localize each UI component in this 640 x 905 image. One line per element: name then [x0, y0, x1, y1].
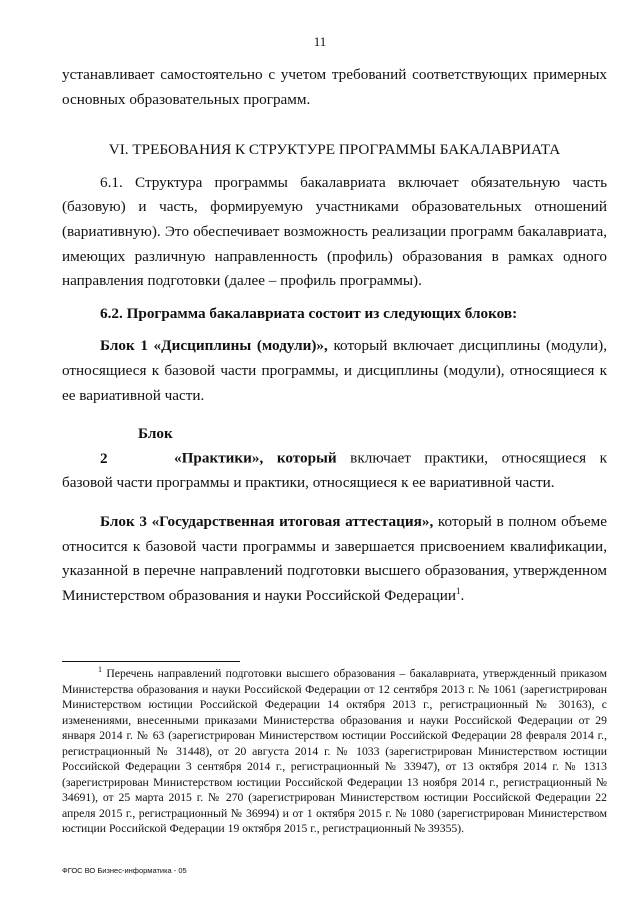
- block-3-paragraph: [62, 510, 607, 608]
- block-3-title: Блок 3 «Государственная итоговая аттестация»,: [100, 512, 434, 530]
- section-heading: VI. ТРЕБОВАНИЯ К СТРУКТУРЕ ПРОГРАММЫ БАКАЛАВРИАТА: [108, 141, 561, 159]
- block-2-title: «Практики», который: [174, 449, 337, 467]
- block-1-paragraph: [62, 334, 607, 408]
- paragraph-6-1: 6.1. Структура программы бакалавриата включает обязательную часть (базовую) и часть, формируемую участниками образовательных отношений (вариативную). Это обеспечивает возможность реализации программ бакалавриата, имеющих различную направленность (профиль) образования в рамках одного направления подготовки (далее – профиль программы).: [62, 173, 607, 290]
- block-1-title: Блок 1 «Дисциплины (модули)»,: [100, 337, 328, 355]
- block-3-text: который в полном объеме относится к базовой части программы и завершается присвоением квалификации, указанной в перечне направлений подготовки высшего образования, утвержденном Министерством образования и науки Российской Федерации: [62, 512, 607, 604]
- block-2-label: Блок 2: [100, 425, 173, 467]
- page-number: 11: [313, 34, 327, 49]
- footer-note: ФГОС ВО Бизнес-информатика - 05: [62, 866, 187, 875]
- footnote-marker: 1: [98, 665, 102, 675]
- document-body: [62, 63, 607, 608]
- block-3-end: .: [460, 586, 465, 604]
- block-1-text: который включает дисциплины (модули), относящиеся к базовой части программы, и дисциплины (модули), относящиеся к ее вариативной части.: [62, 337, 607, 404]
- footnote-reference[interactable]: 1: [455, 585, 461, 596]
- block-2-text: включает практики, относящиеся к базовой части программы и практики, относящиеся к ее вариативной части.: [62, 449, 607, 492]
- continuation-paragraph: устанавливает самостоятельно с учетом требований соответствующих примерных основных образовательных программ.: [62, 66, 607, 108]
- footnote-text: Перечень направлений подготовки высшего образования – бакалавриата, утвержденный приказом Министерства образования и науки Российской Федерации от 12 сентября 2013 г. № 1061 (зарегистрирован Министерством юстиции Российской Федерации 14 октября 2013 г., регистрационный № 30163), с изменениями, внесенными приказами Министерства образования и науки Российской Федерации от 29 января 2014 г. № 63 (зарегистрирован Министерством юстиции Российской Федерации 28 февраля 2014 г., регистрационный № 31448), от 20 августа 2014 г. № 1033 (зарегистрирован Министерством юстиции Российской Федерации 3 сентября 2014 г., регистрационный № 33947), от 13 октября 2014 г. № 1313 (зарегистрирован Министерством юстиции Российской Федерации 13 ноября 2014 г., регистрационный № 34691), от 25 марта 2015 г. № 270 (зарегистрирован Министерством юстиции Российской Федерации 22 апреля 2015 г., регистрационный № 36994) и от 1 октября 2015 г. № 1080 (зарегистрирован Министерством юстиции Российской Федерации 19 октября 2015 г., регистрационный № 39355).: [62, 667, 607, 835]
- footnote-separator: [62, 661, 240, 662]
- paragraph-6-2: 6.2. Программа бакалавриата состоит из следующих блоков:: [100, 304, 518, 322]
- block-2-paragraph: [62, 422, 607, 496]
- footnote: [62, 666, 607, 837]
